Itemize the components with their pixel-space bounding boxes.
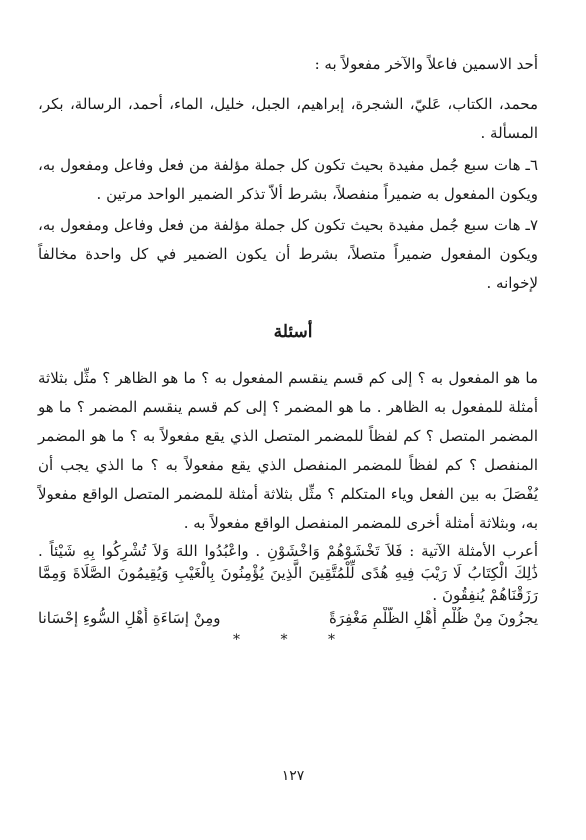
- questions-paragraph: ما هو المفعول به ؟ إلى كم قسم ينقسم المفعول به ؟ ما هو الظاهر ؟ مثِّل بثلاثة أمثلة للمفعول به الظاهر . ما هو المضمر ؟ إلى كم قسم ينقسم المضمر ؟ ما هو المضمر المتصل ؟ كم لفظاً للمضمر المتصل الذي يقع مفعولاً به ؟ ما هو المضمر المنفصل ؟ كم لفظاً للمضمر المنفصل الذي يقع مفعولاً به ؟ ما الذي يجب أن يُفْصَلَ به بين الفعل وياء المتكلم ؟ مثِّل بثلاثة أمثلة للمضمر المتصل الواقع مفعولاً به، وبثلاثة أمثلة أخرى للمضمر المنفصل الواقع مفعولاً به .: [38, 369, 538, 532]
- exercise-6: ٦ـ هات سبع جُمل مفيدة بحيث تكون كل جملة مؤلفة من فعل وفاعل ومفعول به، ويكون المفعول به ضميراً منفصلاً، بشرط ألاّ تذكر الضمير الواحد مرتين .: [38, 156, 538, 203]
- section-heading: أسئلة: [273, 322, 313, 342]
- section-separator: * * *: [233, 632, 353, 648]
- verse-first-hemistich: يجزُونَ مِنْ ظُلْمِ أَهْلِ الظُّلْمِ مَغْفِرَةً: [329, 609, 538, 627]
- poetry-verse: [38, 607, 538, 629]
- exercise-7: ٧ـ هات سبع جُمل مفيدة بحيث تكون كل جملة مؤلفة من فعل وفاعل ومفعول به، ويكون المفعول ضميراً متصلاً، بشرط أن يكون الضمير في كل واحدة مخالفاً لإخوانه .: [38, 216, 538, 292]
- paragraph-intro-line: أحد الاسمين فاعلاً والآخر مفعولاً به :: [314, 55, 538, 73]
- paragraph-word-list: محمد، الكتاب، عَليّ، الشجرة، إبراهيم، الجبل، خليل، الماء، أحمد، الرسالة، بكر، المسألة .: [38, 95, 538, 142]
- parse-examples-paragraph: أعرب الأمثلة الآتية : فَلاَ تَخْشَوْهُمْ وَاخْشَوْنِ . واعْبُدُوا اللهَ وَلاَ تُشْرِكُوا بِهِ شَيْئاً . ذَٰلِكَ الْكِتَابُ لَا رَيْبَ فِيهِ هُدًى لِّلْمُتَّقِينَ الَّذِينَ يُؤْمِنُونَ بِالْغَيْبِ وَيُقِيمُونَ الصَّلَاةَ وَمِمَّا رَزَقْنَاهُمْ يُنفِقُونَ .: [38, 542, 538, 604]
- verse-second-hemistich: ومِنْ إسَاءَةِ أَهْلِ السُّوءِ إحْسَانا: [38, 609, 221, 627]
- page-number: ١٢٧: [281, 768, 305, 784]
